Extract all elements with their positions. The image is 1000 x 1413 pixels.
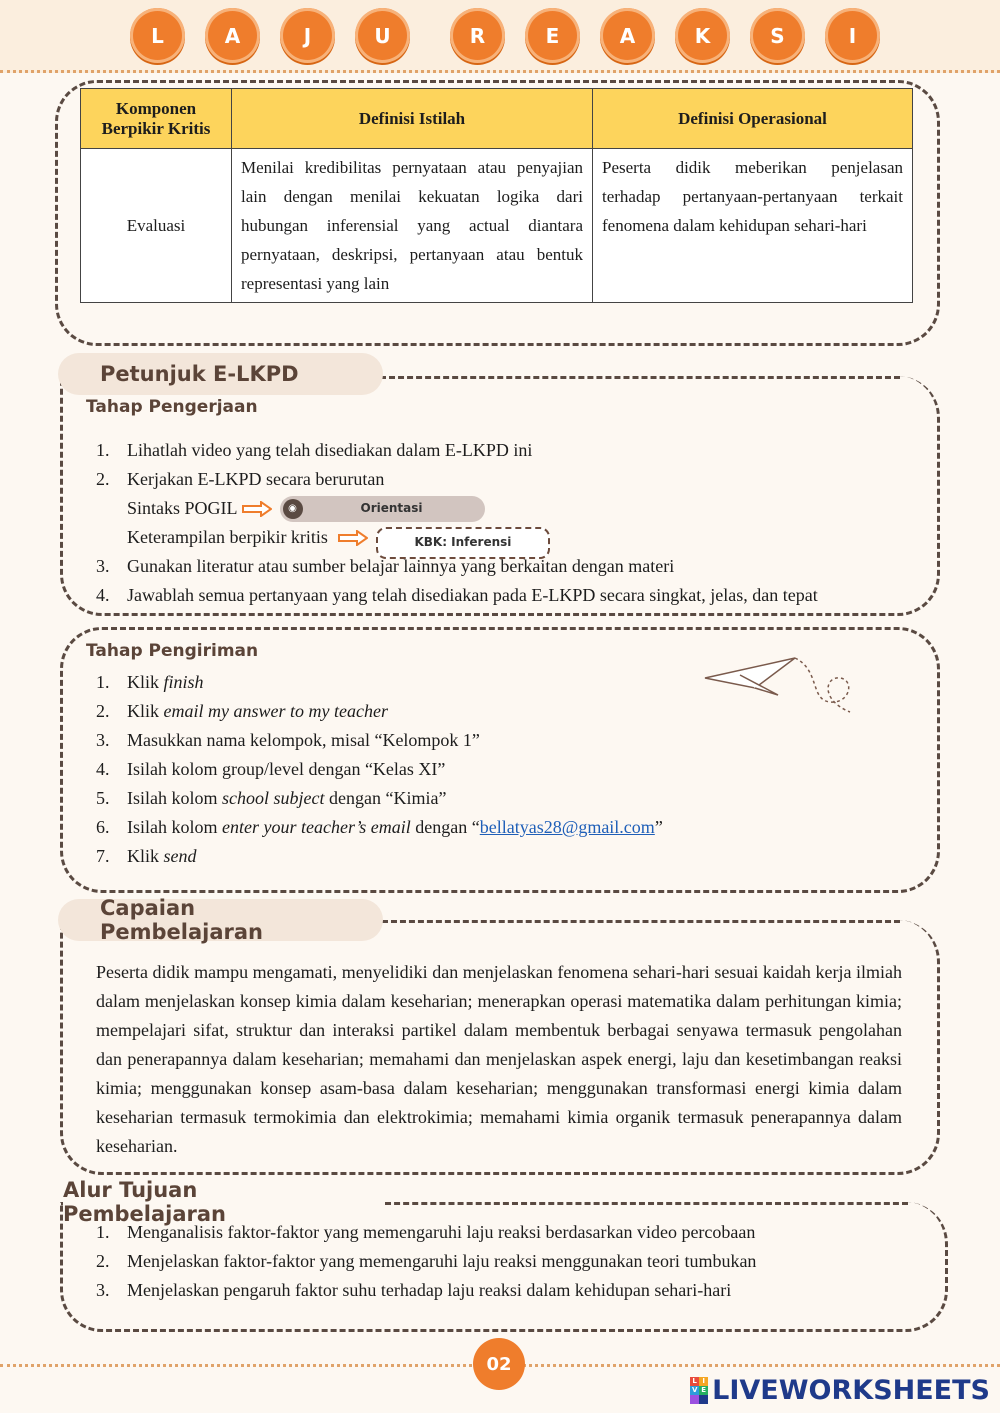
subhead-pengerjaan: Tahap Pengerjaan xyxy=(86,397,258,417)
list-item: 5. Isilah kolom school subject dengan “Kimia” xyxy=(96,788,447,808)
kbk-label: Keterampilan berpikir kritis xyxy=(127,527,328,547)
title-letters xyxy=(130,8,880,63)
page-number: 02 xyxy=(473,1338,525,1390)
section-tag-capaian: Capaian Pembelajaran xyxy=(58,899,383,941)
sintaks-line xyxy=(96,494,818,523)
list-item: 1. Klik finish xyxy=(96,672,204,692)
table-row xyxy=(81,149,913,303)
list-item: 2. Klik email my answer to my teacher xyxy=(96,701,388,721)
title-letter: J xyxy=(280,8,335,63)
table-cell: Evaluasi xyxy=(81,149,232,303)
title-letter: S xyxy=(750,8,805,63)
list-item: 6. Isilah kolom enter your teacher’s email dengan “bellatyas28@gmail.com” xyxy=(96,817,663,837)
capaian-text: Peserta didik mampu mengamati, menyelidiki dan menjelaskan fenomena sehari-hari sesuai kaidah kerja ilmiah dalam menjelaskan konsep kimia dalam keseharian; menerapkan operasi matematika dalam perhitungan kimia; mempelajari sifat, struktur dan interaksi partikel dalam membentuk berbagai senyawa termasuk pengolahan dan penerapannya dalam keseharian; memahami dan menjelaskan aspek energi, laju dan kesetimbangan reaksi kimia; menggunakan konsep asam-basa dalam keseharian; menggunakan transformasi energi kimia dalam keseharian termasuk termokimia dan elektrokimia; memahami kimia organik termasuk penerapannya dalam keseharian. xyxy=(96,962,902,1156)
sintaks-badge: ◉ Orientasi xyxy=(280,496,485,522)
list-item: 1. Lihatlah video yang telah disediakan dalam E-LKPD ini xyxy=(96,440,533,460)
title-letter: E xyxy=(525,8,580,63)
subhead-pengiriman: Tahap Pengiriman xyxy=(86,641,259,661)
pengerjaan-list xyxy=(96,436,818,610)
section-tag-alur: Alur Tujuan Pembelajaran xyxy=(63,1178,227,1226)
list-item: 1. Menganalisis faktor-faktor yang memengaruhi laju reaksi berdasarkan video percobaan xyxy=(96,1222,756,1242)
title-letter: I xyxy=(825,8,880,63)
title-letter: U xyxy=(355,8,410,63)
title-letter: K xyxy=(675,8,730,63)
table-header: Komponen Berpikir Kritis xyxy=(81,89,232,149)
logo-mark-icon: L I V E xyxy=(690,1377,708,1405)
liveworksheets-logo xyxy=(690,1375,990,1406)
divider xyxy=(385,1202,908,1205)
divider xyxy=(382,920,900,923)
title-letter: L xyxy=(130,8,185,63)
alur-list xyxy=(96,1218,756,1305)
arrow-right-icon xyxy=(338,530,368,546)
paper-plane-icon xyxy=(700,640,860,720)
sintaks-label: Sintaks POGIL xyxy=(127,498,238,518)
list-item: 3. Masukkan nama kelompok, misal “Kelompok 1” xyxy=(96,730,480,750)
table-cell: Peserta didik meberikan penjelasan terhadap pertanyaan-pertanyaan terkait fenomena dalam kehidupan sehari-hari xyxy=(593,149,913,303)
logo-text: LIVEWORKSHEETS xyxy=(712,1375,990,1406)
table-header: Definisi Operasional xyxy=(593,89,913,149)
list-item: 3. Gunakan literatur atau sumber belajar lainnya yang berkaitan dengan materi xyxy=(96,556,675,576)
kbk-badge: KBK: Inferensi xyxy=(376,527,550,559)
list-item: 4. Isilah kolom group/level dengan “Kelas XI” xyxy=(96,759,446,779)
section-tag-petunjuk: Petunjuk E-LKPD xyxy=(58,353,383,395)
list-item: 4. Jawablah semua pertanyaan yang telah disediakan pada E-LKPD secara singkat, jelas, dan tepat xyxy=(96,585,818,605)
list-item: 7. Klik send xyxy=(96,846,197,866)
critical-thinking-table xyxy=(80,88,913,303)
list-item: 2. Menjelaskan faktor-faktor yang memengaruhi laju reaksi menggunakan teori tumbukan xyxy=(96,1251,757,1271)
orientation-icon: ◉ xyxy=(283,499,303,519)
teacher-email-link[interactable]: bellatyas28@gmail.com xyxy=(479,817,655,837)
divider xyxy=(380,376,900,379)
pengiriman-list xyxy=(96,668,663,871)
title-letter: A xyxy=(600,8,655,63)
title-letter: R xyxy=(450,8,505,63)
table-header: Definisi Istilah xyxy=(232,89,593,149)
title-letter: A xyxy=(205,8,260,63)
list-item: 3. Menjelaskan pengaruh faktor suhu terhadap laju reaksi dalam kehidupan sehari-hari xyxy=(96,1280,732,1300)
kbk-line xyxy=(96,523,818,552)
arrow-right-icon xyxy=(242,501,272,517)
table-cell: Menilai kredibilitas pernyataan atau penyajian lain dengan menilai kekuatan logika dari hubungan inferensial yang actual diantara pernyataan, deskripsi, pertanyaan atau bentuk representasi yang lain xyxy=(232,149,593,303)
list-item: 2. Kerjakan E-LKPD secara berurutan xyxy=(96,469,385,489)
